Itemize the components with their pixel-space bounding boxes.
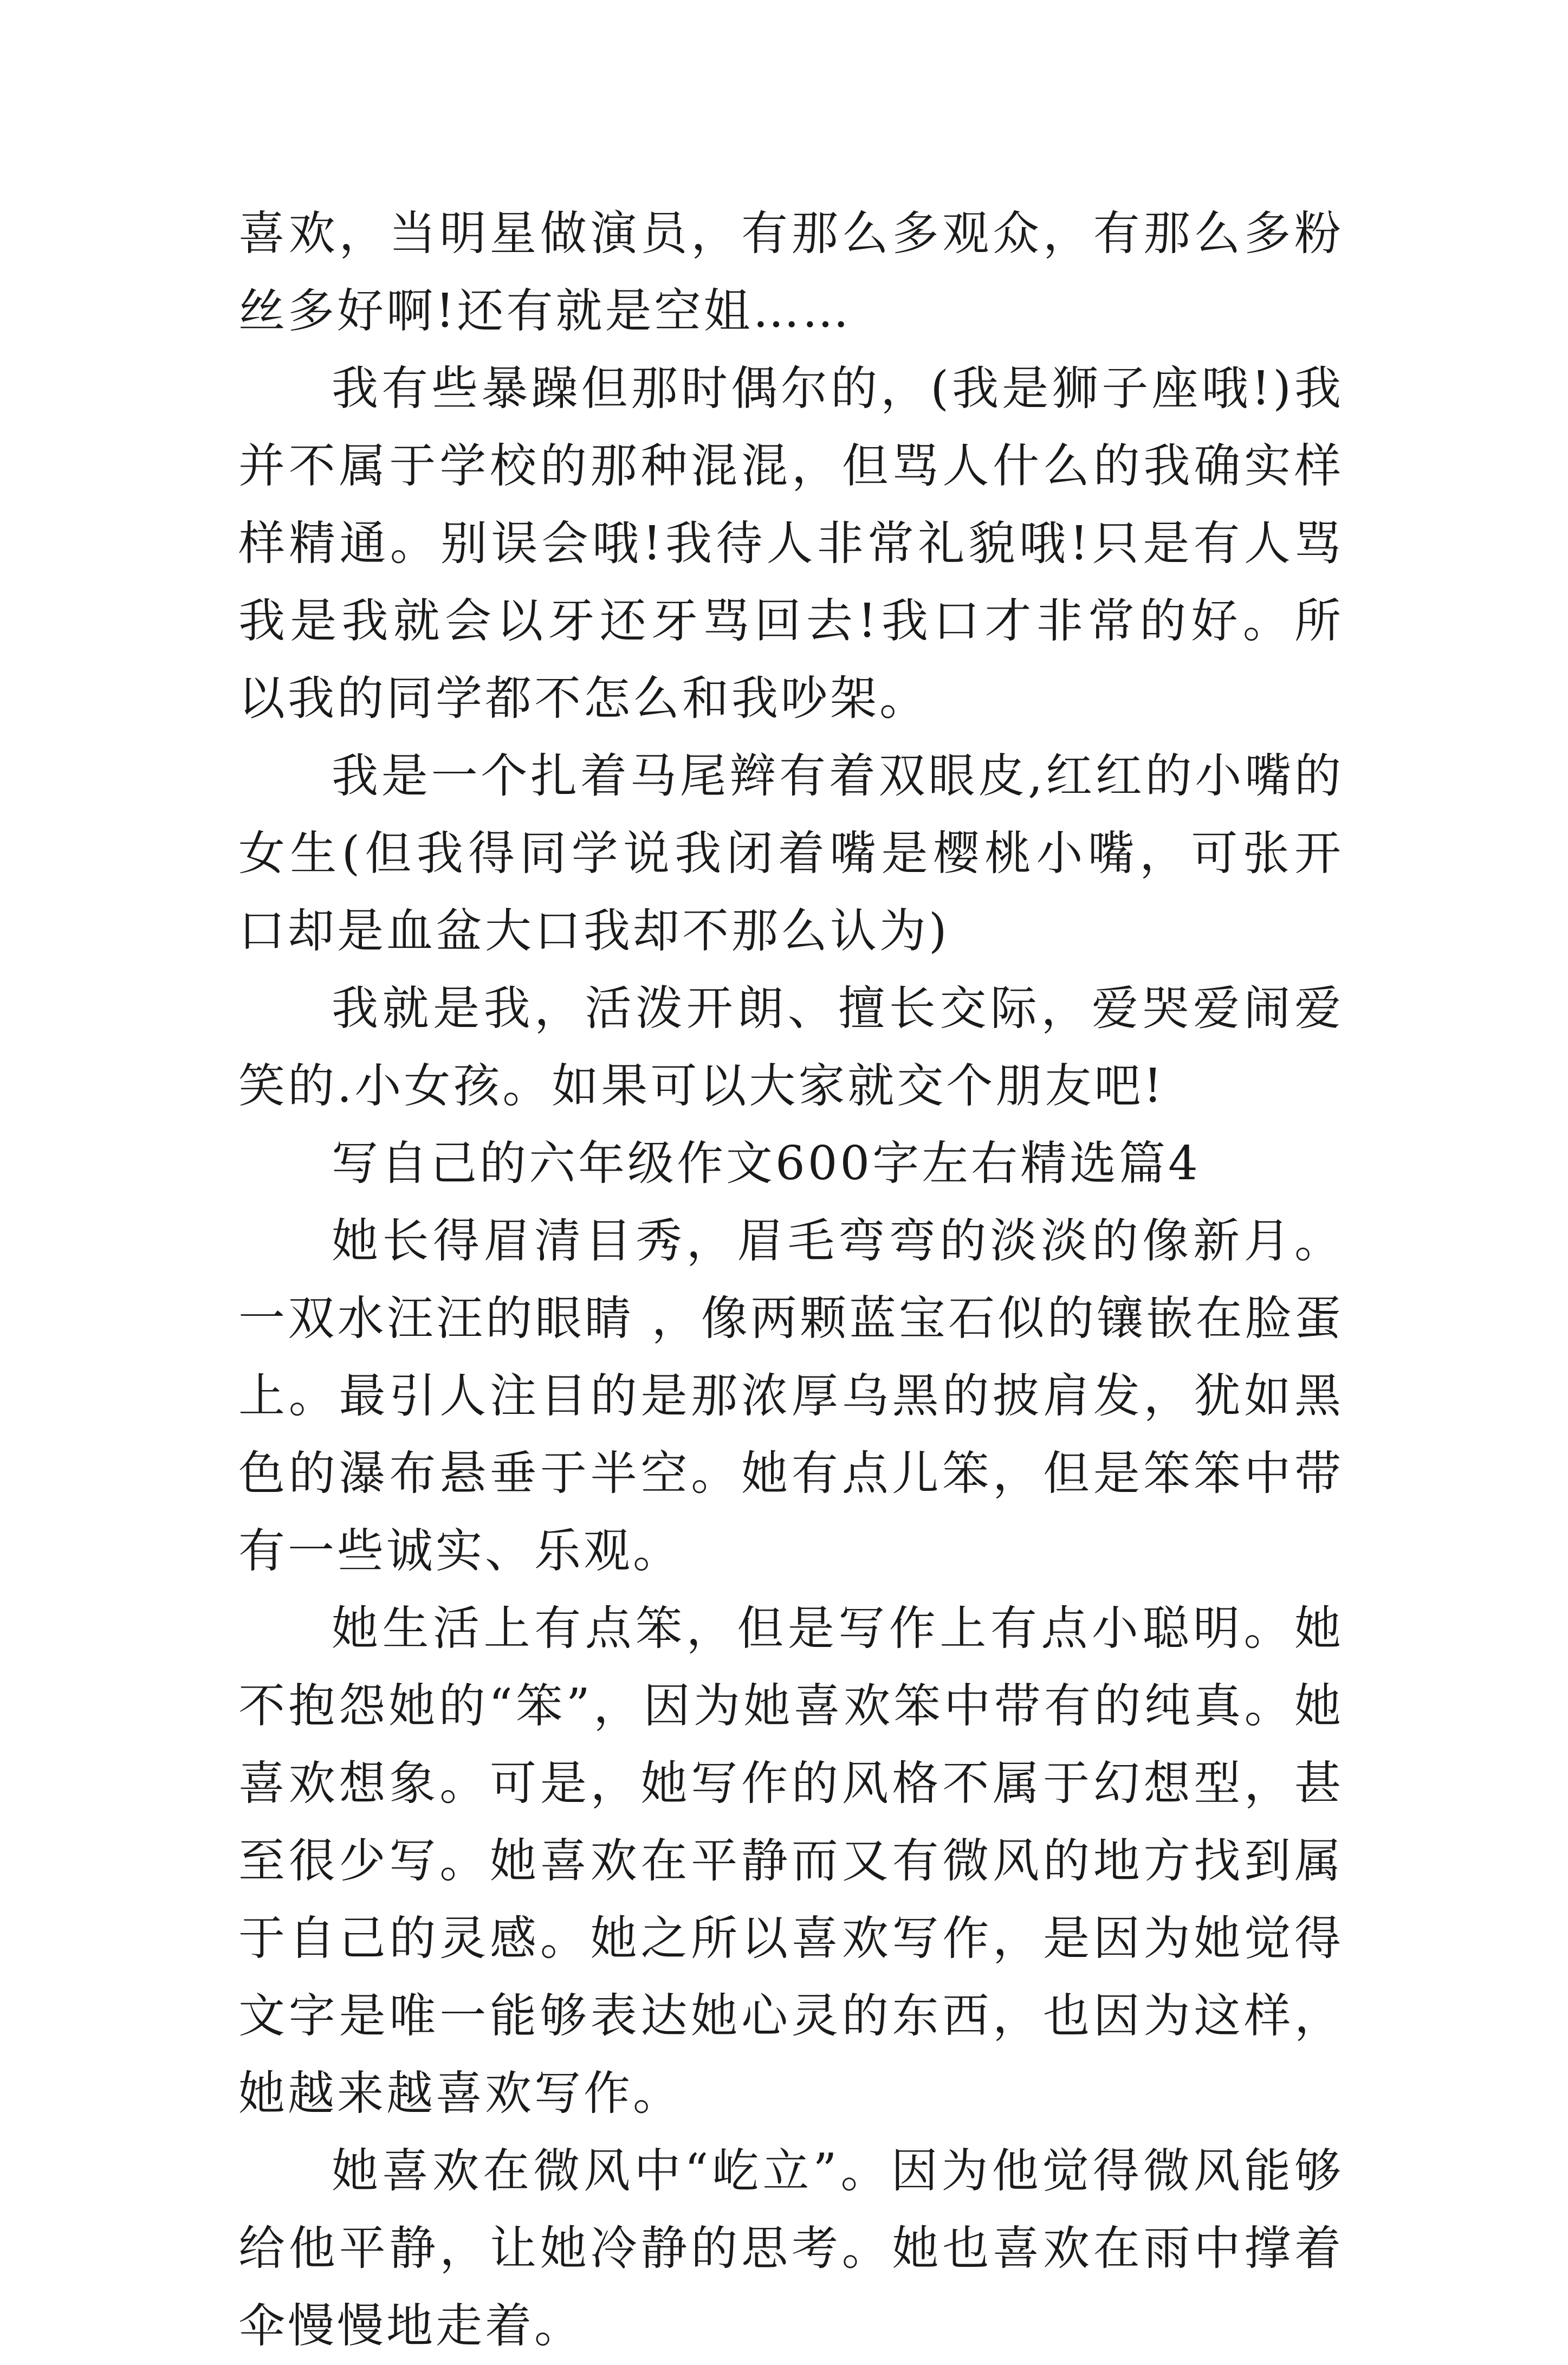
paragraph-4: 我就是我，活泼开朗、擅长交际，爱哭爱闹爱笑的.小女孩。如果可以大家就交个朋友吧! — [238, 981, 1344, 1113]
paragraph-7: 她喜欢在微风中“屹立”。因为他觉得微风能够给他平静，让她冷静的思考。她也喜欢在雨中撑着伞慢慢地走着。 — [238, 2144, 1344, 2353]
paragraph-2: 我有些暴躁但那时偶尔的，(我是狮子座哦!)我并不属于学校的那种混混，但骂人什么的我确实样样精通。别误会哦!我待人非常礼貌哦!只是有人骂我是我就会以牙还牙骂回去!我口才非常的好。所以我的同学都不怎么和我吵架。 — [238, 361, 1344, 726]
paragraph-1: 喜欢，当明星做演员，有那么多观众，有那么多粉丝多好啊!还有就是空姐…… — [238, 206, 1344, 338]
paragraph-5: 她长得眉清目秀，眉毛弯弯的淡淡的像新月。一双水汪汪的眼睛 ，像两颗蓝宝石似的镶嵌在脸蛋上。最引人注目的是那浓厚乌黑的披肩发，犹如黑色的瀑布悬垂于半空。她有点儿笨，但是笨笨中带有一些诚实、乐观。 — [238, 1214, 1344, 1578]
document-body — [238, 195, 1344, 2365]
paragraph-6: 她生活上有点笨，但是写作上有点小聪明。她不抱怨她的“笨”，因为她喜欢笨中带有的纯真。她喜欢想象。可是，她写作的风格不属于幻想型，甚至很少写。她喜欢在平静而又有微风的地方找到属于自己的灵感。她之所以喜欢写作，是因为她觉得文字是唯一能够表达她心灵的东西，也因为这样，她越来越喜欢写作。 — [238, 1601, 1344, 2121]
section-heading: 写自己的六年级作文600字左右精选篇4 — [332, 1136, 1201, 1191]
paragraph-3: 我是一个扎着马尾辫有着双眼皮,红红的小嘴的女生(但我得同学说我闭着嘴是樱桃小嘴，可张开口却是血盆大口我却不那么认为) — [238, 749, 1344, 958]
